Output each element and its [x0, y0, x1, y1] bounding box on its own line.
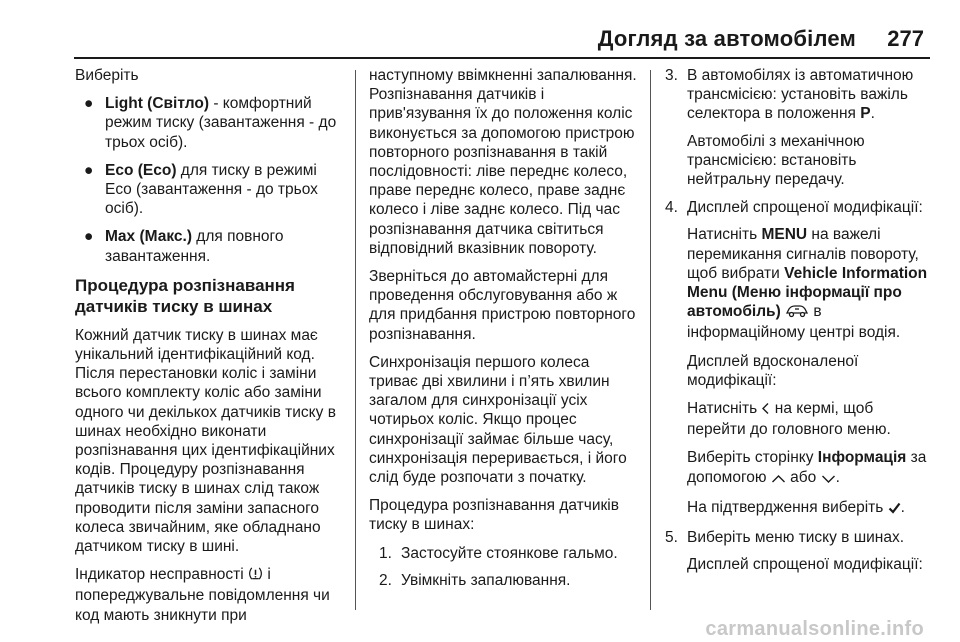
page-header-title: Догляд за автомобілем	[597, 26, 856, 51]
bullet-text: Max (Макс.) для повного завантаження.	[105, 228, 284, 265]
column-right	[665, 66, 935, 583]
paragraph: наступному ввімкненні запалювання. Розпізнавання датчиків і прив'язування їх до положення коліс виконується за допомогою пристрою повторного розпізнавання в такій послідовності: ліве переднє колесо, праве переднє колесо, праве заднє колесо і ліве заднє колесо. Під час розпізнавання датчика світиться відповідний вказівник повороту.	[369, 67, 637, 257]
paragraph: Дисплей вдосконаленої модифікації:	[687, 352, 859, 389]
paragraph: На підтвердження виберіть .	[665, 498, 935, 519]
paragraph: Зверніться до автомайстерні для проведення обслуговування або ж для придбання пристрою повторного розпізнавання.	[369, 268, 636, 343]
step-item	[665, 528, 935, 547]
paragraph: Індикатор несправності і попереджувальне повідомлення чи код мають зникнути при	[75, 566, 330, 624]
step-text: Виберіть меню тиску в шинах.	[687, 529, 905, 547]
step-number: 2.	[379, 571, 392, 589]
chevron-up-icon	[771, 470, 786, 489]
paragraph: Дисплей спрощеної модифікації:	[687, 556, 923, 574]
step-text: Дисплей спрощеної модифікації:	[687, 199, 923, 217]
step-number: 1.	[379, 544, 392, 562]
bullet-text: Eco (Eco) для тиску в режимі Eco (завантаження - до трьох осіб).	[105, 161, 318, 218]
bullet-dot: ●	[84, 228, 94, 246]
bullet-dot: ●	[84, 161, 94, 179]
paragraph: Натисніть на кермі, щоб перейти до головного меню.	[687, 400, 891, 439]
intro-text: Виберіть	[75, 67, 139, 84]
step-text: Увімкніть запалювання.	[401, 571, 571, 589]
step-item	[369, 571, 639, 590]
page-number: 277	[887, 26, 924, 51]
paragraph: Виберіть сторінку Інформація за допомогою або .	[665, 448, 935, 488]
column-divider-1	[355, 70, 356, 610]
step-number: 3.	[665, 67, 678, 84]
bullet-item	[75, 227, 347, 265]
bullet-item	[75, 161, 347, 219]
paragraph: Кожний датчик тиску в шинах має унікальний ідентифікаційний код. Після перестановки коліс і заміни всього комплекту коліс або заміни одного чи декількох датчиків тиску в шинах необхідно виконати розпізнавання цих ідентифікаційних кодів. Процедуру розпізнавання датчиків тиску в шинах слід також проводити після заміни запасного колеса звичайним, яке обладнано датчиком тиску в шині.	[75, 326, 336, 556]
paragraph: Процедура розпізнавання датчиків тиску в шинах:	[369, 497, 619, 534]
step-item	[665, 198, 935, 217]
checkmark-icon	[888, 500, 901, 519]
column-divider-2	[650, 70, 651, 610]
step-item	[665, 66, 935, 124]
section-heading: Процедура розпізнавання датчиків тиску в шинах	[75, 275, 295, 316]
step-text: Застосуйте стоянкове гальмо.	[401, 544, 618, 562]
step-item	[369, 544, 639, 563]
column-middle	[369, 66, 639, 598]
bullet-dot: ●	[84, 95, 94, 113]
column-left	[75, 66, 347, 634]
chevron-down-icon	[821, 470, 836, 489]
paragraph: Натисніть MENU на важелі перемикання сигналів повороту, щоб вибрати Vehicle Information Menu (Меню інформації про автомобіль) в інформаційному центрі водія.	[687, 226, 928, 342]
paragraph: Автомобілі з механічною трансмісією: встановіть нейтральну передачу.	[687, 132, 865, 189]
header-rule	[74, 57, 930, 59]
step-number: 5.	[665, 529, 678, 547]
bullet-text: Light (Світло) - комфортний режим тиску (завантаження - до трьох осіб).	[105, 95, 337, 151]
paragraph: Синхронізація першого колеса триває дві хвилини і п’ять хвилин загалом для синхронізації усіх чотирьох коліс. Якщо процес синхронізації займає більше часу, синхронізація переривається, і його слід буде розпочати з початку.	[369, 353, 627, 487]
step-text: В автомобілях із автоматичною трансмісією: установіть важіль селектора в положення P.	[687, 67, 914, 123]
tire-pressure-warning-icon	[248, 566, 263, 586]
watermark: carmanualsonline.info	[705, 618, 924, 640]
step-number: 4.	[665, 199, 678, 217]
bullet-item	[75, 94, 347, 152]
vehicle-info-icon	[785, 304, 809, 323]
